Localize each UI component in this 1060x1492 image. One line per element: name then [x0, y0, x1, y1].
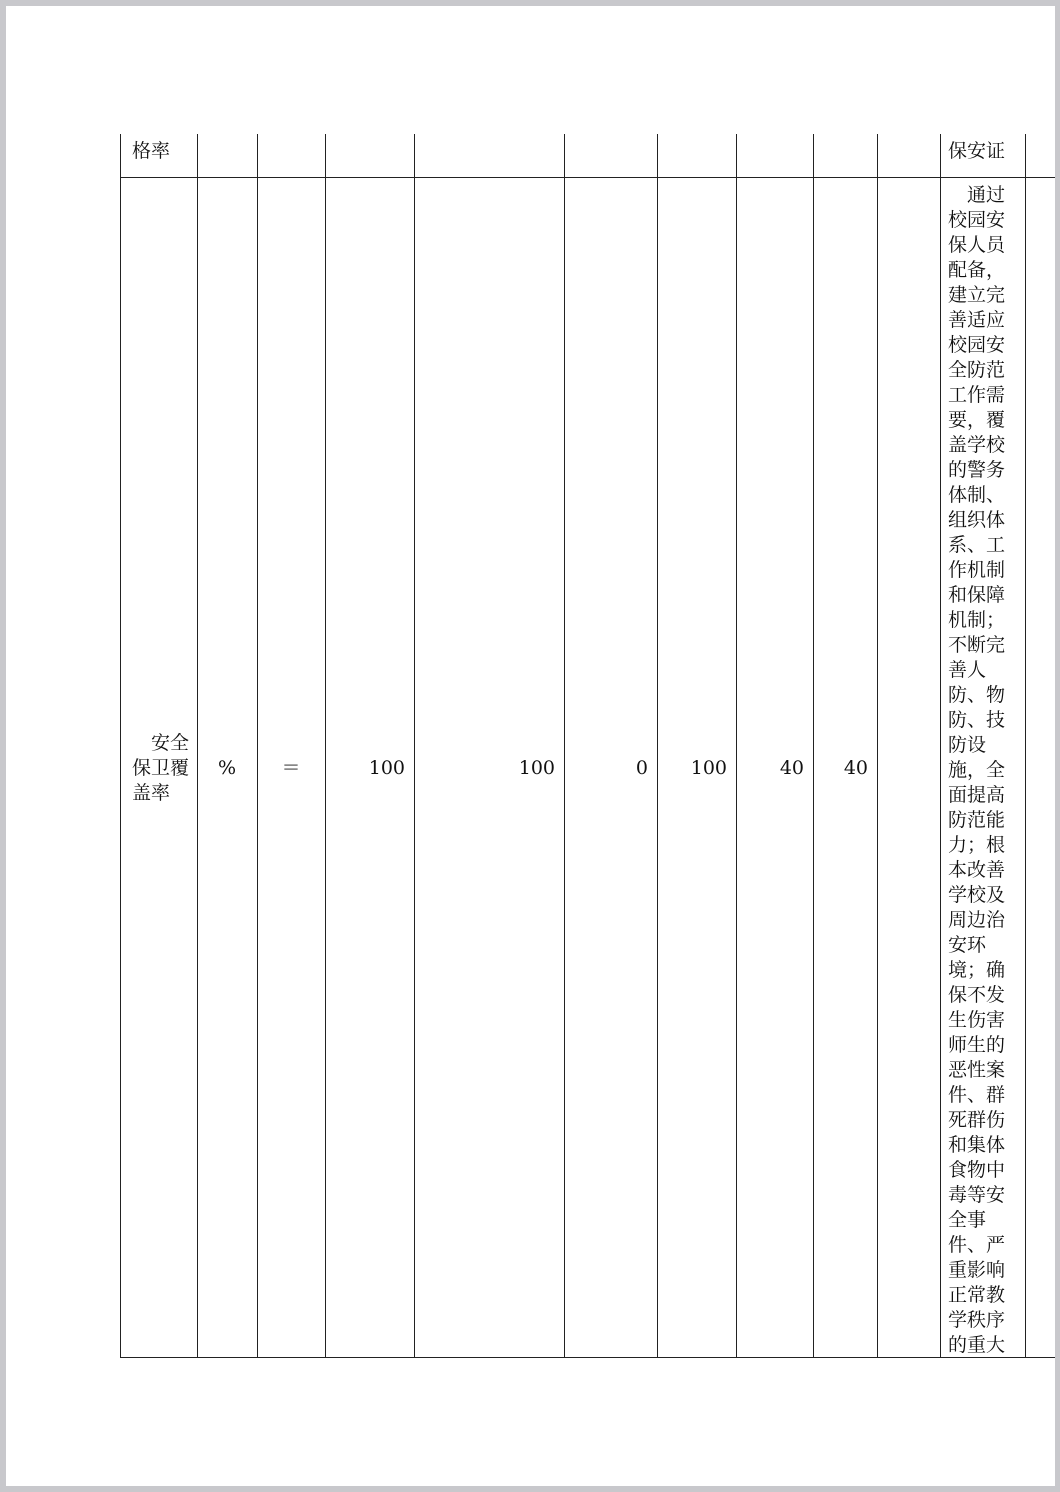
table-column-divider [197, 134, 198, 1358]
row2-value-c6: 0 [635, 757, 648, 779]
row2-value-c7: 100 [690, 757, 727, 779]
row2-indicator-name: 安全保卫覆盖率 [132, 732, 190, 804]
row2-value-c8: 40 [779, 757, 804, 779]
row2-description: 通过 校园安 保人员 配备， 建立完 善适应 校园安 全防范 工作需 要，覆 盖学校 的警务 体制、 组织体 系、工 作机制 和保障 机制； 不断完 善人 防、物 防、技 防设 施，全 面提高 防范能 力；根 本改善 学校及 周边治 安环 境；确 保不发 生伤害 师生的 恶性案 件、群 死群伤 和集体 食物中 毒等安 全事 件、严 重影响 正常教 学秩序 的重大 [948, 184, 1006, 1355]
indicator-table [120, 134, 1055, 1358]
table-border-bottom [120, 1357, 1055, 1358]
row2-unit: % [217, 757, 237, 779]
table-column-divider [877, 134, 878, 1358]
table-column-divider [813, 134, 814, 1358]
table-column-divider [414, 134, 415, 1358]
table-column-divider [1025, 134, 1026, 1358]
row2-value-c5: 100 [518, 757, 555, 779]
table-column-divider [657, 134, 658, 1358]
table-column-divider [564, 134, 565, 1358]
row2-value-c9: 40 [843, 757, 868, 779]
table-column-divider [257, 134, 258, 1358]
table-row-divider [120, 177, 1055, 178]
table-column-divider [736, 134, 737, 1358]
row1-description: 保安证 [948, 140, 1006, 162]
document-page [6, 6, 1055, 1486]
row2-value-c4: 100 [368, 757, 405, 779]
row2-operator: ＝ [281, 757, 301, 779]
row1-indicator-name: 格率 [132, 140, 171, 162]
table-border-left [120, 134, 121, 1358]
table-column-divider [325, 134, 326, 1358]
table-column-divider [940, 134, 941, 1358]
